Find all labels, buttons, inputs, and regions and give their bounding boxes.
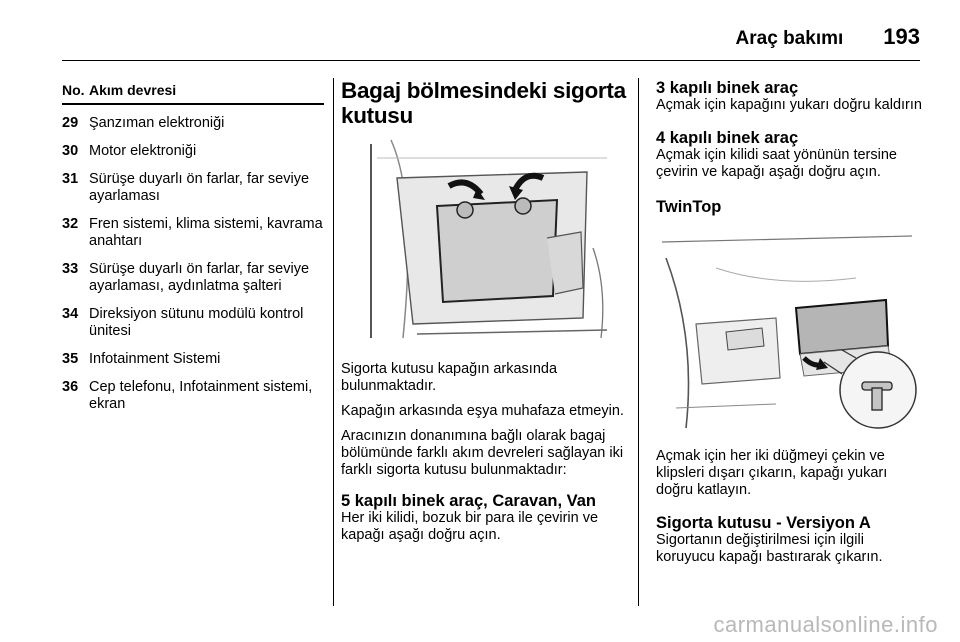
table-row [62, 306, 324, 340]
row-text: Şanzıman elektroniği [89, 115, 225, 131]
text-twintop: Açmak için her iki düğmeyi çekin ve klipsleri dışarı çıkarın, kapağı yukarı doğru katlayın. [656, 448, 888, 498]
table-row [62, 351, 324, 368]
column-divider-right [638, 78, 639, 606]
header-title: Araç bakımı [735, 28, 844, 49]
subheading-5-door: 5 kapılı binek araç, Caravan, Van [341, 492, 596, 510]
row-number: 35 [62, 351, 79, 367]
text-4-door: Açmak için kilidi saat yönünün tersine çevirin ve kapağı aşağı doğru açın. [656, 147, 897, 180]
paragraph-warning: Kapağın arkasında eşya muhafaza etmeyin. [341, 403, 624, 419]
row-text: Cep telefonu, Infotainment sistemi, ekran [89, 379, 313, 412]
paragraph-location: Sigorta kutusu kapağın arkasında bulunmaktadır. [341, 361, 558, 394]
row-number: 36 [62, 379, 79, 395]
row-number: 30 [62, 143, 79, 159]
row-number: 32 [62, 216, 79, 232]
watermark: carmanualsonline.info [713, 612, 938, 637]
row-text: Motor elektroniği [89, 143, 197, 159]
section-heading-trunk-fuse-box: Bagaj bölmesindeki sigorta kutusu [341, 78, 626, 128]
subheading-3-door: 3 kapılı binek araç [656, 79, 799, 97]
right-column [656, 80, 924, 566]
table-row [62, 171, 324, 205]
row-number: 33 [62, 261, 79, 277]
table-header [62, 82, 324, 105]
subheading-version-a: Sigorta kutusu - Versiyon A [656, 514, 871, 532]
row-text: Infotainment Sistemi [89, 351, 221, 367]
subheading-twintop: TwinTop [656, 198, 722, 216]
text-version-a: Sigortanın değiştirilmesi için ilgili koruyucu kapağı bastırarak çıkarın. [656, 532, 883, 565]
twintop-fuse-cover-illustration [656, 228, 918, 434]
row-number: 34 [62, 306, 79, 322]
table-row [62, 216, 324, 250]
row-text: Sürüşe duyarlı ön farlar, far seviye ayarlaması, aydınlatma şalteri [89, 261, 310, 294]
table-row [62, 115, 324, 132]
table-row [62, 379, 324, 413]
text-5-door: Her iki kilidi, bozuk bir para ile çevirin ve kapağı aşağı doğru açın. [341, 510, 599, 543]
row-text: Fren sistemi, klima sistemi, kavrama anahtarı [89, 216, 323, 249]
middle-column [341, 78, 626, 544]
paragraph-variants: Aracınızın donanımına bağlı olarak bagaj bölümünde farklı akım devreleri sağlayan iki farklı sigorta kutusu bulunmaktadır: [341, 428, 624, 478]
column-divider-left [333, 78, 334, 606]
text-3-door: Açmak için kapağını yukarı doğru kaldırın [656, 97, 922, 113]
col-circuit-header: Akım devresi [89, 82, 177, 98]
header-rule [62, 60, 920, 61]
table-row [62, 143, 324, 160]
trunk-fuse-cover-illustration [357, 138, 623, 346]
table-row [62, 261, 324, 295]
row-text: Direksiyon sütunu modülü kontrol ünitesi [89, 306, 304, 339]
col-no-header: No. [62, 82, 85, 98]
row-number: 29 [62, 115, 79, 131]
fuse-table [62, 82, 324, 424]
row-text: Sürüşe duyarlı ön farlar, far seviye ayarlaması [89, 171, 310, 204]
row-number: 31 [62, 171, 79, 187]
page-header [736, 18, 920, 50]
subheading-4-door: 4 kapılı binek araç [656, 129, 799, 147]
page-number: 193 [883, 24, 920, 49]
